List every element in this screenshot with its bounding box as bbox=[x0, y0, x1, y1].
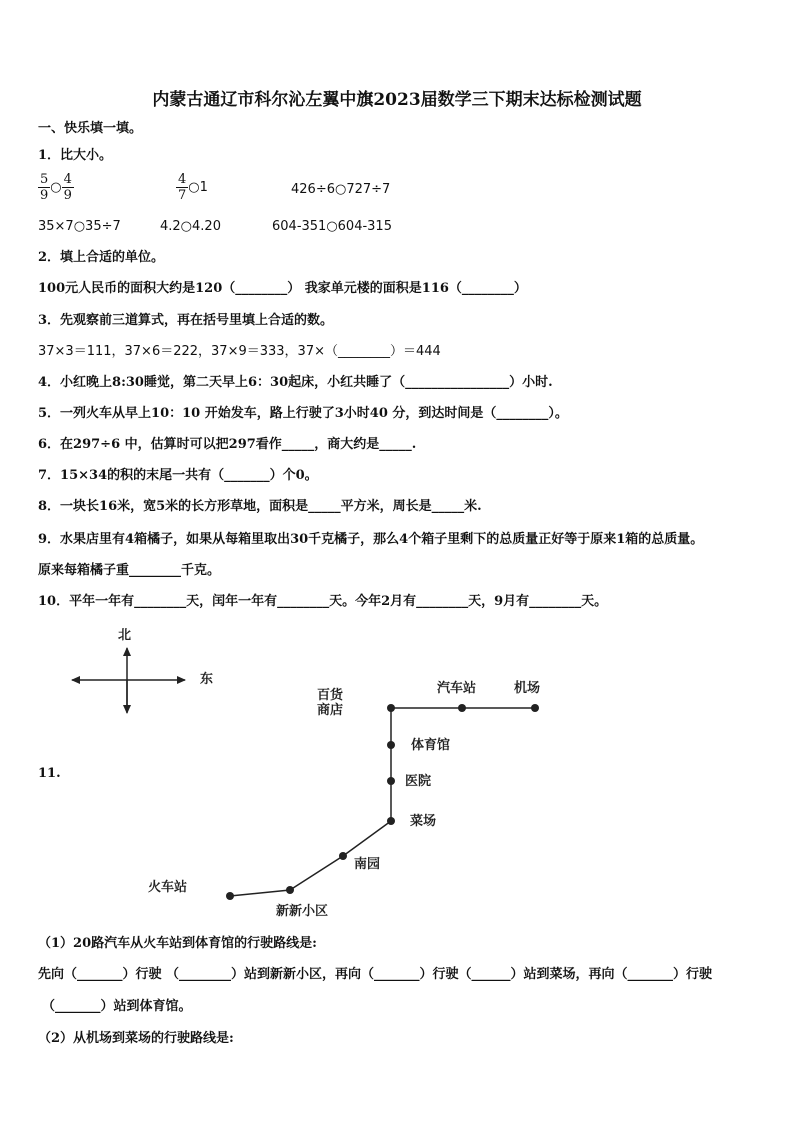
q11-sub1-label: （1）20路汽车从火车站到体育馆的行驶路线是: bbox=[38, 936, 317, 951]
station-cc-dot bbox=[387, 817, 395, 825]
page-title: 内蒙古通辽市科尔沁左翼中旗2023届数学三下期末达标检测试题 bbox=[152, 90, 642, 110]
label-ny: 南园 bbox=[354, 857, 381, 872]
q11-sub1-line-1: 先向（_______）行驶 （________）站到新新小区，再向（_______）行驶（______）站到菜场，再向（_______）行驶 bbox=[38, 967, 713, 982]
q2-label: 2．填上合适的单位。 bbox=[38, 250, 165, 265]
q11-sub2-label: （2）从机场到菜场的行驶路线是: bbox=[38, 1031, 234, 1046]
q9-line-2: 原来每箱橘子重________千克。 bbox=[38, 563, 221, 578]
q3-line: 37×3＝111，37×6＝222，37×9＝333，37×（________）＝444 bbox=[38, 344, 441, 359]
compass bbox=[72, 628, 213, 713]
q4: 4．小红晚上8:30睡觉，第二天早上6：30起床，小红共睡了（________________）小时. bbox=[38, 375, 553, 390]
q8: 8．一块长16米，宽5米的长方形草地，面积是_____平方米，周长是_____米. bbox=[38, 499, 482, 514]
station-xxxq-dot bbox=[286, 886, 294, 894]
route-lines bbox=[230, 708, 535, 896]
compass-east-label: 东 bbox=[200, 672, 214, 687]
q6: 6．在297÷6 中，估算时可以把297看作_____，商大约是_____. bbox=[38, 437, 417, 452]
station-bhsd-dot bbox=[387, 704, 395, 712]
compass-north-label: 北 bbox=[118, 628, 132, 643]
q1-item-2: $\frac{4}{7}$ ○1 bbox=[178, 172, 208, 203]
q7: 7．15×34的积的末尾一共有（_______）个0。 bbox=[38, 468, 318, 483]
q2-line: 100元人民币的面积大约是120（________） 我家单元楼的面积是116（________） bbox=[38, 281, 527, 296]
q1-item-3: 426÷6○727÷7 bbox=[291, 182, 391, 197]
station-tyg-dot bbox=[387, 741, 395, 749]
label-bhsd-2: 商店 bbox=[317, 703, 344, 718]
q10: 10．平年一年有________天，闰年一年有________天。今年2月有________天，9月有________天。 bbox=[38, 594, 608, 609]
label-hcz: 火车站 bbox=[148, 880, 188, 895]
label-yy: 医院 bbox=[405, 774, 432, 789]
station-hcz-dot bbox=[226, 892, 234, 900]
q11-sub1-line-2: （_______）站到体育馆。 bbox=[42, 999, 192, 1014]
q1-item-5: 4.2○4.20 bbox=[160, 219, 221, 234]
q3-label: 3．先观察前三道算式，再在括号里填上合适的数。 bbox=[38, 313, 334, 328]
q11-map-diagram bbox=[0, 615, 794, 925]
q5: 5．一列火车从早上10：10 开始发车，路上行驶了3小时40 分，到达时间是（________）。 bbox=[38, 406, 568, 421]
station-jc-dot bbox=[531, 704, 539, 712]
q9-line-1: 9．水果店里有4箱橘子，如果从每箱里取出30千克橘子，那么4个箱子里剩下的总质量正好等于原来1箱的总质量。 bbox=[38, 532, 704, 547]
q1-item-6: 604-351○604-315 bbox=[272, 219, 392, 234]
label-xxxq: 新新小区 bbox=[276, 904, 329, 919]
station-yy-dot bbox=[387, 777, 395, 785]
section-heading: 一、快乐填一填。 bbox=[38, 121, 143, 136]
q11-label: 11. bbox=[38, 766, 61, 781]
q1-item-1: $\frac{5}{9}$ ○ $\frac{4}{9}$ bbox=[40, 172, 72, 203]
stations bbox=[226, 704, 539, 900]
label-jc: 机场 bbox=[514, 681, 541, 696]
q1-item-4: 35×7○35÷7 bbox=[38, 219, 121, 234]
label-qcz: 汽车站 bbox=[437, 681, 477, 696]
label-cc: 菜场 bbox=[410, 814, 437, 829]
station-qcz-dot bbox=[458, 704, 466, 712]
label-tyg: 体育馆 bbox=[411, 738, 451, 753]
q1-label: 1．比大小。 bbox=[38, 148, 113, 163]
label-bhsd-1: 百货 bbox=[317, 688, 344, 703]
station-ny-dot bbox=[339, 852, 347, 860]
